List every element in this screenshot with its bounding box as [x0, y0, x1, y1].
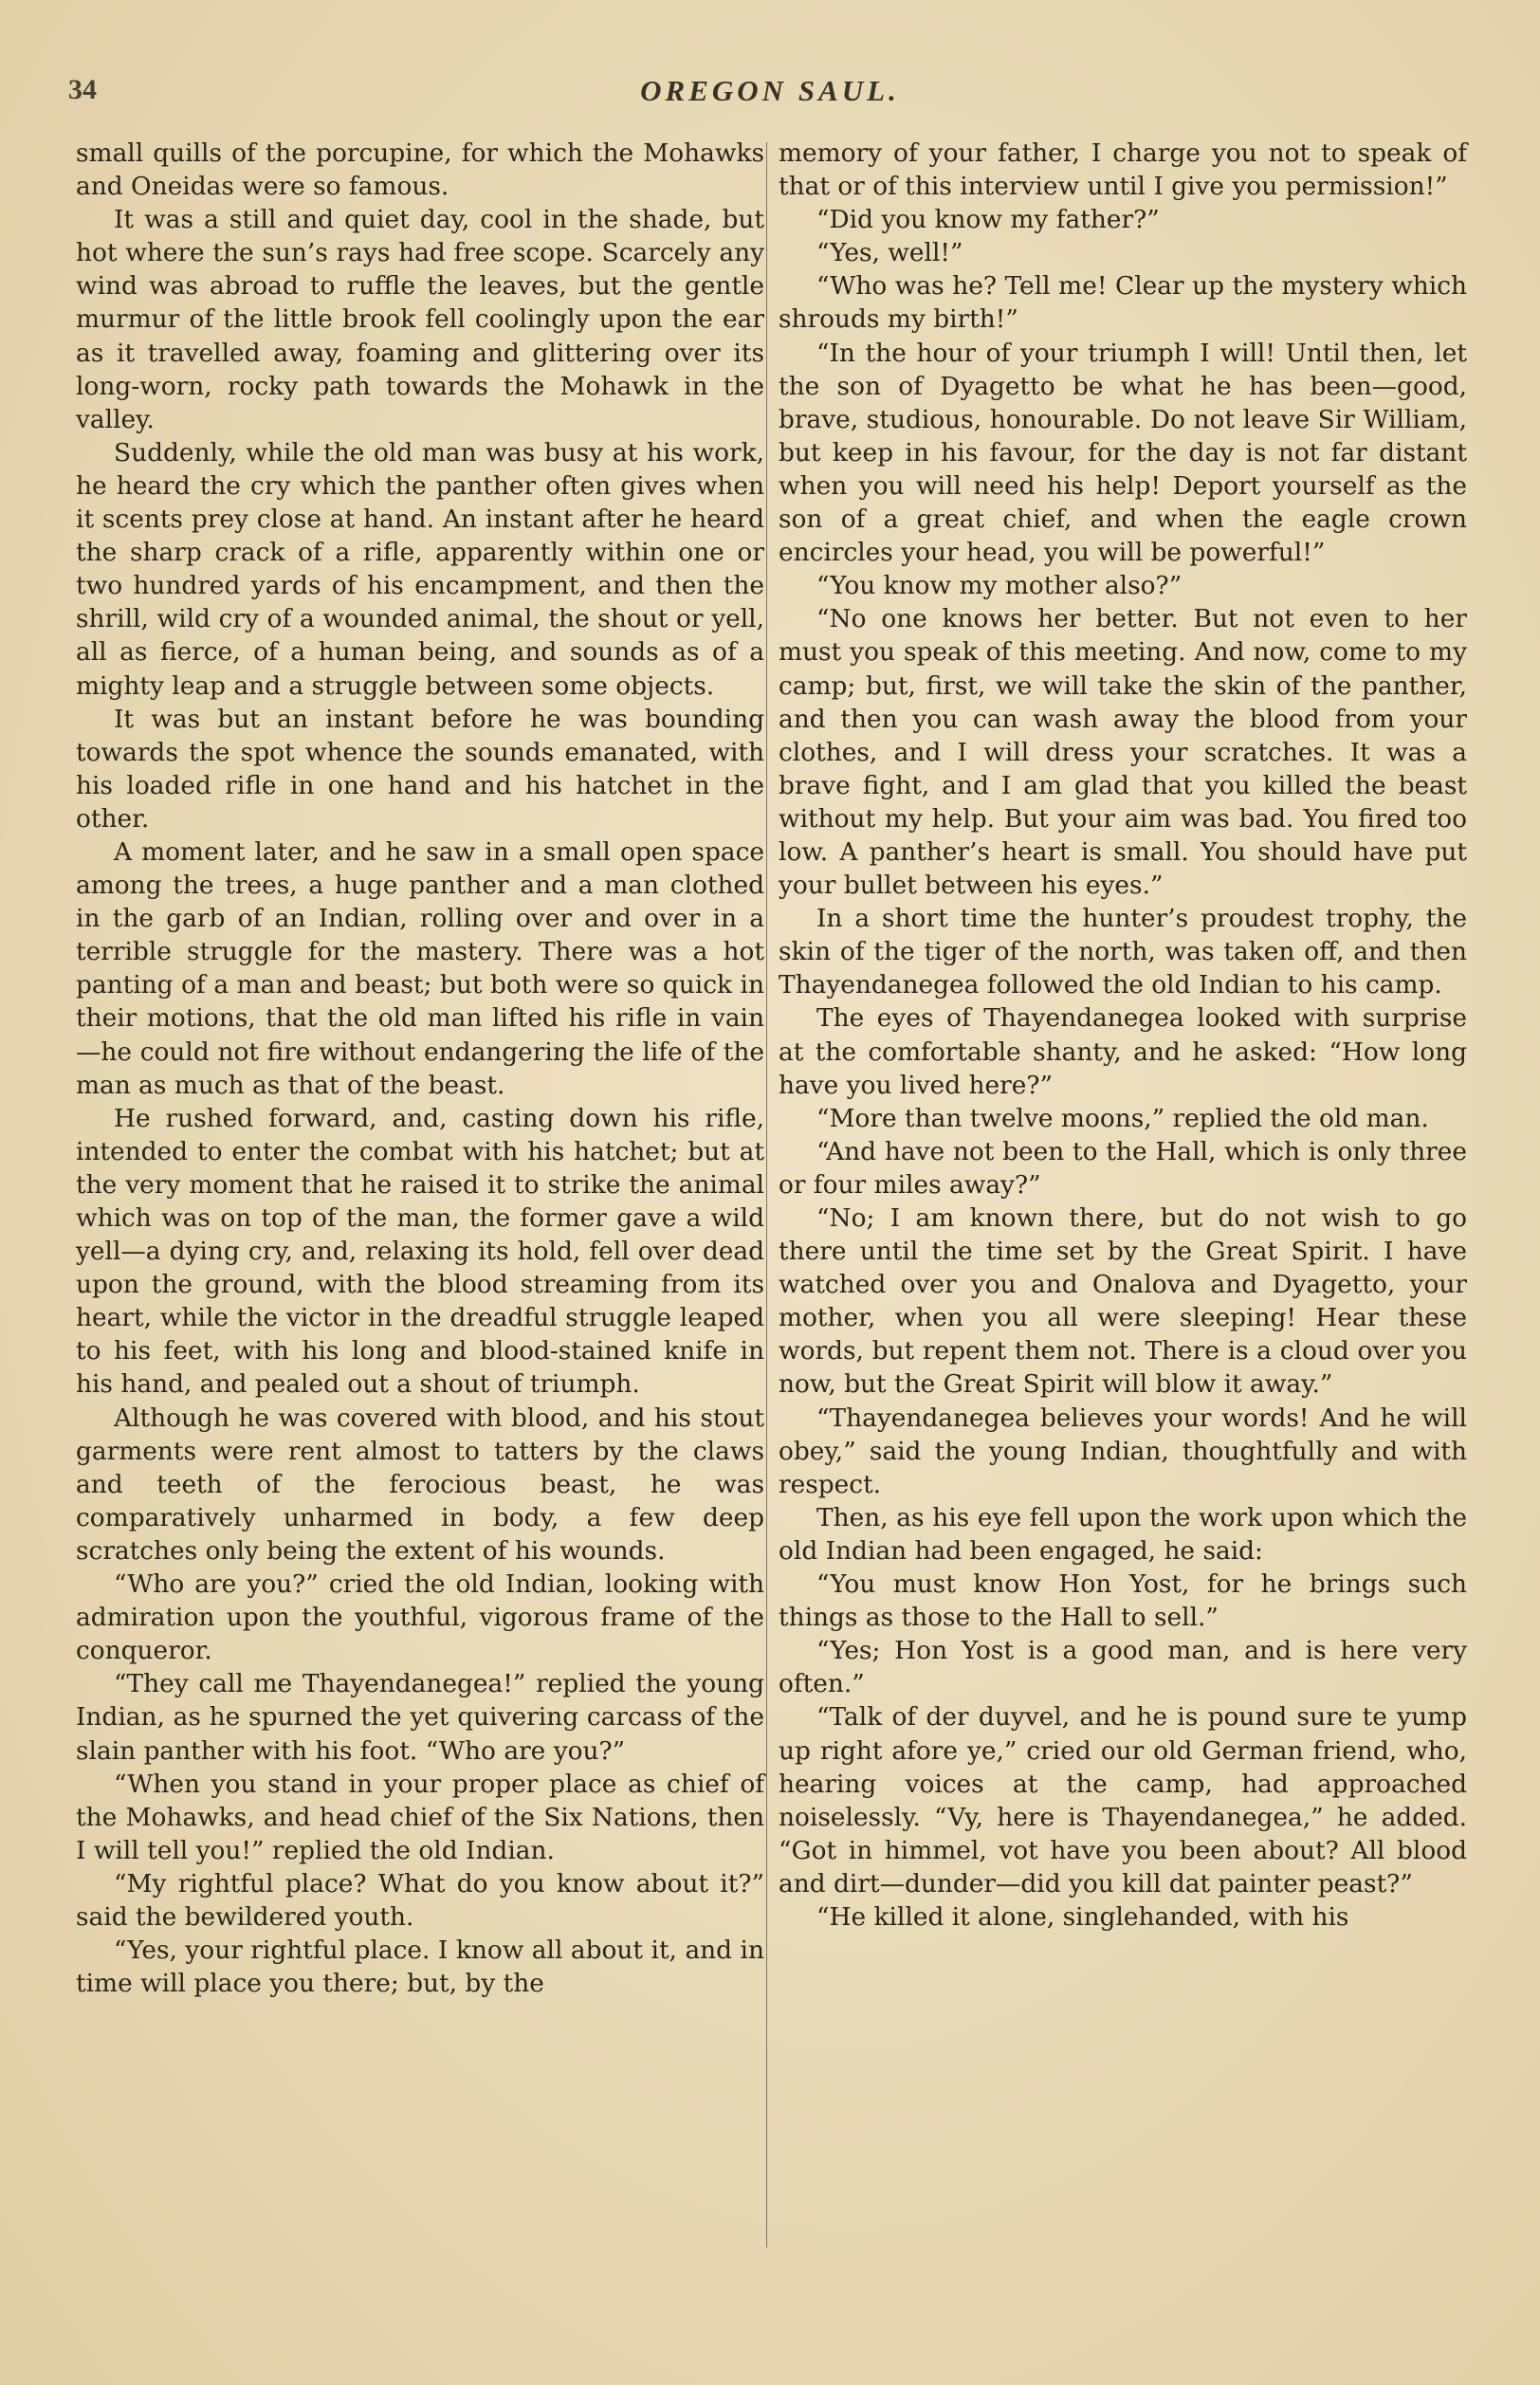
paragraph: “Thayendanegea believes your words! And he will obey,” said the young Indian, thoughtfully and with respect.: [779, 1403, 1467, 1499]
paragraph: Although he was covered with blood, and his stout garments were rent almost to tatters by the claws and teeth of the ferocious beast, he was comparatively unharmed in body, a few deep scratches only being the extent of his wounds.: [76, 1403, 764, 1566]
paragraph: He rushed forward, and, casting down his rifle, intended to enter the combat with his hatchet; but at the very moment that he raised it to strike the animal which was on top of the man, the former gave a wild yell—a dying cry, and, relaxing its hold, fell over dead upon the ground, with the blood streaming from its heart, while the victor in the dreadful struggle leaped to his feet, with his long and blood-stained knife in his hand, and pealed out a shout of triumph.: [76, 1103, 764, 1400]
paragraph: Suddenly, while the old man was busy at his work, he heard the cry which the panther often gives when it scents prey close at hand. An instant after he heard the sharp crack of a rifle, apparently within one or two hundred yards of his encampment, and then the shrill, wild cry of a wounded animal, the shout or yell, all as fierce, of a human being, and sounds as of a mighty leap and a struggle between some objects.: [76, 437, 764, 701]
paragraph: “They call me Thayendanegea!” replied the young Indian, as he spurned the yet quivering carcass of the slain panther with his foot. “Who are you?”: [76, 1669, 764, 1766]
paragraph: In a short time the hunter’s proudest trophy, the skin of the tiger of the north, was taken off, and then Thayendanegea followed the old Indian to his camp.: [779, 904, 1467, 1000]
paragraph: “He killed it alone, singlehanded, with his: [816, 1901, 1349, 1932]
page-header: [68, 74, 1472, 121]
paragraph: small quills of the porcupine, for which the Mohawks and Oneidas were so famous.: [76, 138, 764, 202]
paragraph: “No one knows her better. But not even to her must you speak of this meeting. And now, come to my camp; but, first, we will take the skin of the panther, and then you can wash away the blood from your clothes, and I will dress your scratches. It was a brave fight, and I am glad that you killed the beast without my help. But your aim was bad. You fired too low. A panther’s heart is small. You should have put your bullet between his eyes.”: [779, 604, 1467, 901]
paragraph: “No; I am known there, but do not wish to go there until the time set by the Great Spirit. I have watched over you and Onalova and Dyagetto, your mother, when you all were sleeping! Hear these words, but repent them not. There is a cloud over you now, but the Great Spirit will blow it away.”: [779, 1203, 1467, 1400]
paragraph: “Talk of der duyvel, and he is pound sure te yump up right afore ye,” cried our old German friend, who, hearing voices at the camp, had approached noiselessly. “Vy, here is Thayendanegea,” he added. “Got in himmel, vot have you been about? All blood and dirt—dunder—did you kill dat painter peast?”: [779, 1702, 1467, 1899]
paragraph: “And have not been to the Hall, which is only three or four miles away?”: [779, 1136, 1467, 1200]
paragraph: “You must know Hon Yost, for he brings such things as those to the Hall to sell.”: [779, 1569, 1467, 1633]
paragraph: “You know my mother also?”: [816, 571, 1182, 601]
paragraph: “Yes; Hon Yost is a good man, and is here very often.”: [779, 1636, 1467, 1699]
paragraph: “Yes, your rightful place. I know all about it, and in time will place you there; but, by the: [76, 1936, 764, 1999]
paragraph: A moment later, and he saw in a small open space among the trees, a huge panther and a man clothed in the garb of an Indian, rolling over and over in a terrible struggle for the mastery. There was a hot panting of a man and beast; but both were so quick in their motions, that the old man lifted his rifle in vain —he could not fire without endangering the life of the man as much as that of the beast.: [76, 836, 764, 1100]
paragraph: Then, as his eye fell upon the work upon which the old Indian had been engaged, he said:: [779, 1502, 1467, 1566]
paragraph: It was a still and quiet day, cool in the shade, but hot where the sun’s rays had free scope. Scarcely any wind was abroad to ruffle the leaves, but the gentle murmur of the little brook fell coolingly upon the ear as it travelled away, foaming and glittering over its long-worn, rocky path towards the Mohawk in the valley.: [76, 205, 764, 434]
column-divider: [766, 142, 767, 2247]
paragraph: “Yes, well!”: [816, 238, 963, 268]
paragraph: “More than twelve moons,” replied the old man.: [816, 1103, 1429, 1133]
paragraph: “Did you know my father?”: [816, 205, 1160, 235]
paragraph: The eyes of Thayendanegea looked with surprise at the comfortable shanty, and he asked: “How long have you lived here?”: [779, 1003, 1467, 1100]
running-title: OREGON SAUL.: [640, 74, 900, 107]
paragraph: “In the hour of your triumph I will! Until then, let the son of Dyagetto be what he has been—good, brave, studious, honourable. Do not leave Sir William, but keep in his favour, for the day is not far distant when you will need his help! Deport yourself as the son of a great chief, and when the eagle crown encircles your head, you will be powerful!”: [779, 338, 1467, 568]
paragraph: It was but an instant before he was bounding towards the spot whence the sounds emanated, with his loaded rifle in one hand and his hatchet in the other.: [76, 704, 764, 834]
left-column: [76, 137, 764, 2000]
paragraph: memory of your father, I charge you not to speak of that or of this interview until I give you permission!”: [779, 138, 1467, 202]
paragraph: “Who are you?” cried the old Indian, looking with admiration upon the youthful, vigorous frame of the conqueror.: [76, 1569, 764, 1666]
paragraph: “When you stand in your proper place as chief of the Mohawks, and head chief of the Six Nations, then I will tell you!” replied the old Indian.: [76, 1769, 764, 1865]
page-number: 34: [68, 74, 97, 105]
right-column: [779, 137, 1467, 1934]
paragraph: “Who was he? Tell me! Clear up the mystery which shrouds my birth!”: [779, 271, 1467, 335]
paragraph: “My rightful place? What do you know about it?” said the bewildered youth.: [76, 1868, 764, 1932]
